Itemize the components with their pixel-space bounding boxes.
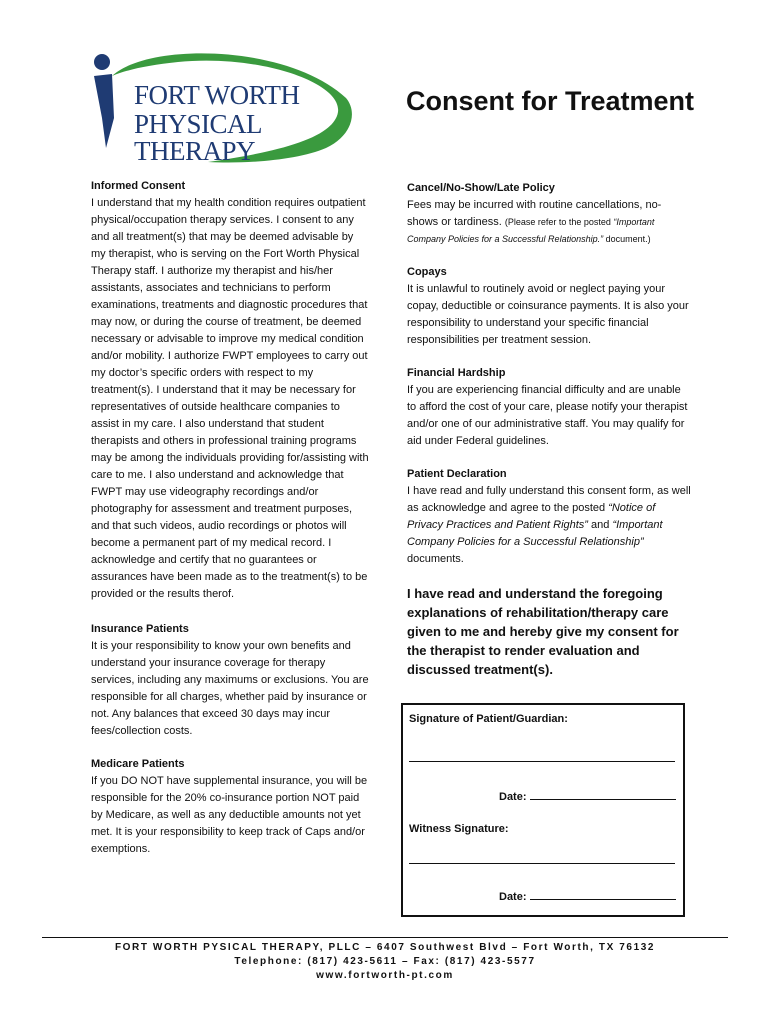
right-column [407,180,692,679]
consent-statement: I have read and understand the foregoing explanations of rehabilitation/therapy care given to me and hereby give my consent for the therapist to render evaluation and discussed treatment(s). [407,586,679,677]
insurance-heading: Insurance Patients [91,623,189,635]
medicare-section [91,756,371,858]
medicare-body: If you DO NOT have supplemental insurance, you will be responsible for the 20% co-insurance portion NOT paid by Medicare, as well as any deductible amounts not yet met. It is your responsibility to keep track of Caps and/or exemptions. [91,775,368,855]
patient-date-row [499,789,676,803]
signature-box [401,703,685,917]
insurance-section [91,621,371,740]
witness-signature-label: Witness Signature: [409,823,509,835]
financial-hardship-body: If you are experiencing financial difficulty and are unable to afford the cost of your care, please notify your therapist and/or one of our administrative staff. You may qualify for aid under Federal guidelines. [407,384,688,447]
cancel-policy-heading: Cancel/No-Show/Late Policy [407,182,555,194]
patient-declaration-section [407,466,692,568]
logo-wordmark [134,82,358,165]
document-title: Consent for Treatment [406,86,695,116]
financial-hardship-heading: Financial Hardship [407,367,506,379]
footer-website: www.fortworth-pt.com [316,970,454,981]
declaration-body: I have read and fully understand this consent form, as well as acknowledge and agree to the posted [407,485,691,514]
declaration-end: documents. [407,553,464,565]
patient-declaration-text [407,483,692,568]
witness-signature-line[interactable] [409,863,675,864]
cancel-policy-text [407,197,692,248]
informed-consent-section [91,178,371,603]
medicare-heading: Medicare Patients [91,758,185,770]
note-prefix: (Please refer to the posted [504,217,614,227]
company-logo [88,48,358,168]
declaration-mid: and [587,519,613,531]
note-document-title: “Important Company Policies for a Successful Relationship.” [407,217,655,244]
witness-date-row [499,889,676,903]
patient-signature-label: Signature of Patient/Guardian: [409,713,568,725]
cancel-policy-body: Fees may be incurred with routine cancellations, no-shows or tardiness. [407,199,662,228]
footer-phone: Telephone: (817) 423-5611 – Fax: (817) 423-5577 [234,956,536,967]
witness-date-line[interactable] [530,889,676,900]
copays-heading: Copays [407,266,447,278]
left-column [91,178,371,874]
copays-body: It is unlawful to routinely avoid or neglect paying your copay, deductible or coinsurance payments. It is also your responsibility to understand your specific financial responsibilities per treatment session. [407,283,689,346]
informed-consent-body: I understand that my health condition requires outpatient physical/occupation therapy services. I consent to any and all treatment(s) that may be deemed advisable by my therapist, who is serving on the Fort Worth Physical Therapy staff. I authorize my therapist and his/her assistants, associates and technicians to perform examinations, treatments and diagnostic procedures that may now, or during the course of treatment, be deemed necessary or advisable to improve my medical condition and/or mobility. I authorize FWPT employees to carry out my doctor’s specific orders with respect to my treatment(s). I understand that it may be necessary for representatives of outside healthcare companies to assist in my care. I also understand that student therapists and others in professional training programs may be among the individuals providing for/assisting with care to me. I also understand and acknowledge that FWPT may use videography recordings and/or photography for assessment and treatment purposes, and that such videos, audio recordings or photos will become a permanent part of my medical record. I acknowledge and certify that no guarantees or assurances have been made as to the treatment(s) to be provided or the results therof. [91,197,369,600]
logo-line-2: PHYSICAL THERAPY [134,109,262,166]
patient-date-label: Date: [499,791,527,803]
financial-hardship-section [407,365,692,450]
cancel-policy-section [407,180,692,248]
insurance-body: It is your responsibility to know your own benefits and understand your insurance coverage for therapy services, including any maximums or exclusions. You are responsible for all charges, whether paid by insurance or not. Any balances that exceed 30 days may incur fees/collection costs. [91,640,369,737]
note-suffix: document.) [603,234,651,244]
patient-declaration-heading: Patient Declaration [407,468,507,480]
logo-line-1: FORT WORTH [134,80,300,110]
witness-date-label: Date: [499,891,527,903]
patient-signature-line[interactable] [409,761,675,762]
copays-section [407,264,692,349]
footer [0,941,770,983]
footer-address: FORT WORTH PYSICAL THERAPY, PLLC – 6407 Southwest Blvd – Fort Worth, TX 76132 [114,942,656,953]
footer-divider [42,937,728,938]
informed-consent-heading: Informed Consent [91,180,186,192]
declaration-policies-title: “Important Company Policies for a Successful Relationship” [407,519,663,548]
declaration-notice-title: “Notice of Privacy Practices and Patient Rights” [407,502,656,531]
patient-date-line[interactable] [530,789,676,800]
